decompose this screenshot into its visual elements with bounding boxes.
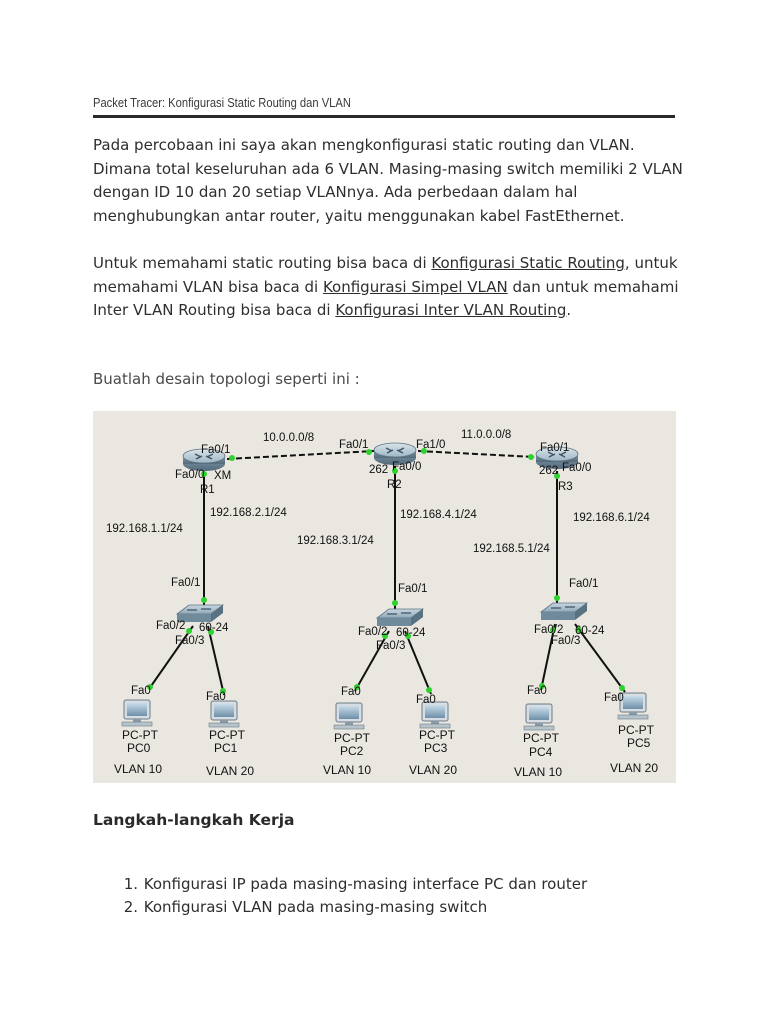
page-title: Packet Tracer: Konfigurasi Static Routing dan VLAN: [93, 95, 351, 110]
pc-4[interactable]: [524, 704, 554, 730]
pc5-vlan: VLAN 20: [610, 761, 659, 775]
router-r2-model: 262: [369, 464, 389, 476]
port-pc0: Fa0: [131, 685, 151, 697]
port-sw0-uplink: Fa0/1: [171, 577, 201, 589]
pc-icon: [334, 703, 364, 729]
port-sw1-b: Fa0/3: [376, 640, 406, 652]
link-up-dot: [528, 454, 534, 460]
link-up-dot: [186, 628, 192, 634]
router-r3-model: 262: [539, 465, 559, 477]
port-sw1-uplink: Fa0/1: [398, 583, 428, 595]
pc3-type: PC-PT: [419, 728, 455, 742]
step-text: Konfigurasi VLAN pada masing-masing switch: [143, 898, 488, 916]
switch-2[interactable]: [541, 603, 587, 620]
router-r2-name: R2: [387, 479, 402, 491]
network-topology-diagram: [93, 411, 676, 783]
pc2-name: PC2: [340, 744, 364, 758]
list-item: [93, 873, 683, 896]
link-r1-r2: [227, 451, 374, 459]
switch-0-model: 60-24: [199, 622, 229, 634]
switch-icon: [541, 603, 587, 620]
port-sw0-a: Fa0/2: [156, 620, 186, 632]
step-number: 1.: [123, 875, 138, 893]
net-label-r2-r3: 11.0.0.0/8: [461, 429, 512, 441]
link-up-dot: [201, 597, 207, 603]
switch-2-model: 60-24: [575, 625, 605, 637]
link-inter-vlan-routing[interactable]: Konfigurasi Inter VLAN Routing: [335, 301, 567, 319]
ref-text-1: Untuk memahami static routing bisa baca di: [93, 254, 432, 272]
step-text: Konfigurasi IP pada masing-masing interface PC dan router: [143, 875, 588, 893]
ip-r2-b: 192.168.4.1/24: [400, 509, 477, 521]
port-r1-lan: Fa0/0: [175, 469, 205, 481]
pc3-name: PC3: [424, 741, 448, 755]
ip-r3-a: 192.168.5.1/24: [473, 543, 550, 555]
pc2-type: PC-PT: [334, 731, 370, 745]
port-pc5: Fa0: [604, 692, 624, 704]
pc3-vlan: VLAN 20: [409, 763, 458, 777]
port-r2-lan: Fa0/0: [392, 461, 422, 473]
pc0-type: PC-PT: [122, 728, 158, 742]
pc-2[interactable]: [334, 703, 364, 729]
port-r1-wan: Fa0/1: [201, 444, 231, 456]
pc-icon: [209, 701, 239, 727]
port-r2-wan-left: Fa0/1: [339, 439, 369, 451]
pc-icon: [524, 704, 554, 730]
pc1-type: PC-PT: [209, 728, 245, 742]
link-static-routing[interactable]: Konfigurasi Static Routing: [431, 254, 625, 272]
pc-0[interactable]: [122, 700, 152, 726]
pc1-name: PC1: [214, 741, 238, 755]
ip-r1-a: 192.168.1.1/24: [106, 523, 183, 535]
link-sw1-pc3: [405, 631, 431, 694]
pc2-vlan: VLAN 10: [323, 763, 372, 777]
topology-svg: [93, 411, 676, 783]
pc1-vlan: VLAN 20: [206, 764, 255, 778]
list-item: [93, 896, 683, 919]
port-pc4: Fa0: [527, 685, 547, 697]
router-r1-model: XM: [214, 470, 232, 482]
pc4-vlan: VLAN 10: [514, 765, 563, 779]
port-r3-wan: Fa0/1: [540, 442, 570, 454]
port-r3-lan: Fa0/0: [562, 462, 592, 474]
port-pc2: Fa0: [341, 686, 361, 698]
router-r1-name: R1: [200, 484, 215, 496]
link-up-dot: [554, 595, 560, 601]
title-divider: [93, 115, 675, 118]
link-up-dot: [392, 600, 398, 606]
port-pc3: Fa0: [416, 694, 436, 706]
pc-1[interactable]: [209, 701, 239, 727]
switch-1[interactable]: [377, 609, 423, 626]
pc0-vlan: VLAN 10: [114, 762, 163, 776]
link-up-dot: [426, 687, 432, 693]
link-up-dots: [147, 448, 625, 694]
step-number: 2.: [123, 898, 138, 916]
port-r2-wan-right: Fa1/0: [416, 439, 446, 451]
switch-1-model: 60-24: [396, 627, 426, 639]
pc5-name: PC5: [627, 736, 651, 750]
pc5-type: PC-PT: [618, 723, 654, 737]
design-prompt: Buatlah desain topologi seperti ini :: [93, 370, 360, 388]
port-sw1-a: Fa0/2: [358, 626, 388, 638]
link-r2-r3: [418, 451, 535, 457]
link-sw0-pc1: [208, 626, 224, 695]
pc4-name: PC4: [529, 745, 553, 759]
port-sw0-b: Fa0/3: [175, 635, 205, 647]
switch-icon: [377, 609, 423, 626]
port-sw2-uplink: Fa0/1: [569, 578, 599, 590]
ref-text-4: .: [566, 301, 572, 319]
ref-text-2: , untuk memahami VLAN bisa baca di: [93, 254, 678, 296]
pc0-name: PC0: [127, 741, 151, 755]
port-sw2-a: Fa0/2: [534, 624, 564, 636]
link-simpel-vlan[interactable]: Konfigurasi Simpel VLAN: [322, 277, 508, 296]
intro-paragraph: Pada percobaan ini saya akan mengkonfigurasi static routing dan VLAN. Dimana total keseluruhan ada 6 VLAN. Masing-masing switch memiliki 2 VLAN dengan ID 10 dan 20 setiap VLANnya. Ada perbedaan dalam hal menghubungkan antar router, yaitu menggunakan kabel FastEthernet.: [93, 136, 683, 225]
ref-text-3: dan untuk memahami Inter VLAN Routing bisa baca di: [93, 277, 679, 319]
references-paragraph: [93, 252, 683, 323]
router-r3-name: R3: [558, 481, 573, 493]
pc-icon: [122, 700, 152, 726]
port-sw2-b: Fa0/3: [551, 635, 581, 647]
pc4-type: PC-PT: [523, 731, 559, 745]
ip-r3-b: 192.168.6.1/24: [573, 512, 650, 524]
ip-r2-a: 192.168.3.1/24: [297, 535, 374, 547]
link-up-dot: [619, 685, 625, 691]
port-pc1: Fa0: [206, 691, 226, 703]
steps-heading: Langkah-langkah Kerja: [93, 811, 295, 829]
net-label-r1-r2: 10.0.0.0/8: [263, 432, 315, 444]
steps-list: [93, 873, 683, 919]
ip-r1-b: 192.168.2.1/24: [210, 507, 287, 519]
